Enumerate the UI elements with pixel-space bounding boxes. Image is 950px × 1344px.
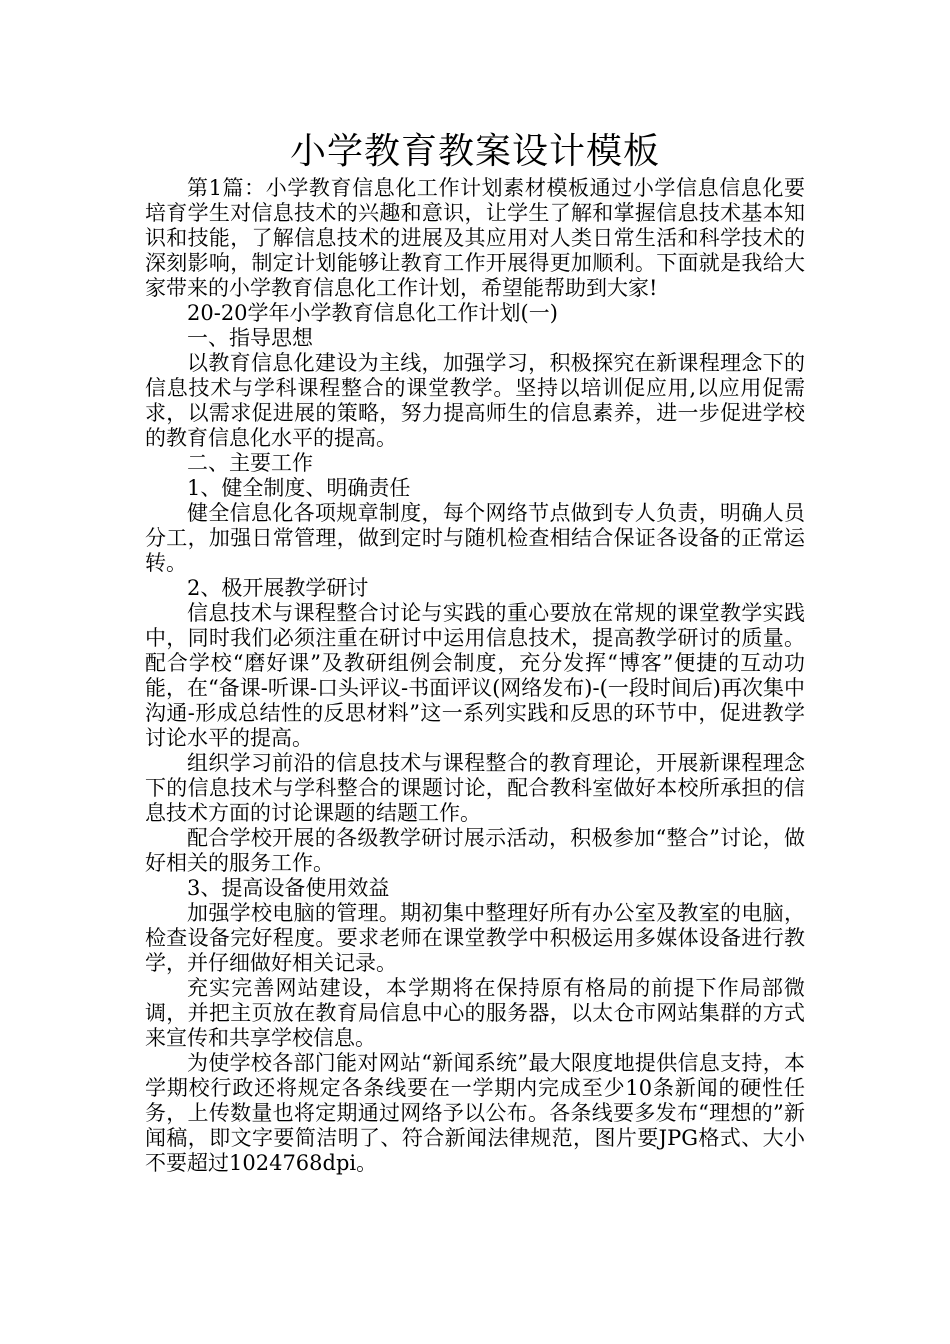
paragraph-plan-heading: 20-20学年小学教育信息化工作计划(一) bbox=[187, 301, 558, 325]
paragraph-website-construction: 充实完善网站建设，本学期将在保持原有格局的前提下作局部微调，并把主页放在教育局信息中心的服务器，以太仓市网站集群的方式来宣传和共享学校信息。 bbox=[145, 976, 805, 1050]
section-heading-guiding-thought: 一、指导思想 bbox=[187, 326, 313, 350]
subheading-equipment-efficiency: 3、提高设备使用效益 bbox=[187, 876, 390, 900]
paragraph-news-system: 为使学校各部门能对网站“新闻系统”最大限度地提供信息支持，本学期校行政还将规定各条线要在一学期内完成至少10条新闻的硬性任务，上传数量也将定期通过网络予以公布。各条线要多发布“理想的”新闻稿，即文字要简洁明了、符合新闻法律规范，图片要JPG格式、大小不要超过1024768dpi。 bbox=[145, 1051, 805, 1175]
subheading-system-responsibility: 1、健全制度、明确责任 bbox=[187, 476, 411, 500]
section-heading-main-work: 二、主要工作 bbox=[187, 451, 313, 475]
paragraph-integration-activities: 配合学校开展的各级教学研讨展示活动，积极参加“整合”讨论，做好相关的服务工作。 bbox=[145, 826, 805, 875]
paragraph-guiding-thought: 以教育信息化建设为主线，加强学习，积极探究在新课程理念下的信息技术与学科课程整合的课堂教学。坚持以培训促应用,以应用促需求，以需求促进展的策略，努力提高师生的信息素养，进一步促进学校的教育信息化水平的提高。 bbox=[145, 351, 805, 450]
paragraph-intro: 第1篇：小学教育信息化工作计划素材模板通过小学信息信息化要培育学生对信息技术的兴趣和意识，让学生了解和掌握信息技术基本知识和技能，了解信息技术的进展及其应用对人类日常生活和科学技术的深刻影响，制定计划能够让教育工作开展得更加顺利。下面就是我给大家带来的小学教育信息化工作计划，希望能帮助到大家! bbox=[145, 176, 805, 300]
document-title: 小学教育教案设计模板 bbox=[289, 131, 660, 172]
paragraph-education-theory: 组织学习前沿的信息技术与课程整合的教育理论，开展新课程理念下的信息技术与学科整合的课题讨论，配合教科室做好本校所承担的信息技术方面的讨论课题的结题工作。 bbox=[145, 751, 805, 825]
subheading-teaching-research: 2、极开展教学研讨 bbox=[187, 576, 369, 600]
paragraph-teaching-research: 信息技术与课程整合讨论与实践的重心要放在常规的课堂教学实践中，同时我们必须注重在研讨中运用信息技术，提高教学研讨的质量。配合学校“磨好课”及教研组例会制度，充分发挥“博客”便捷的互动功能，在“备课-听课-口头评议-书面评议(网络发布)-(一段时间后)再次集中沟通-形成总结性的反思材料”这一系列实践和反思的环节中，促进教学讨论水平的提高。 bbox=[145, 601, 805, 750]
paragraph-computer-management: 加强学校电脑的管理。期初集中整理好所有办公室及教室的电脑，检查设备完好程度。要求老师在课堂教学中积极运用多媒体设备进行教学，并仔细做好相关记录。 bbox=[145, 901, 805, 975]
paragraph-system-responsibility: 健全信息化各项规章制度，每个网络节点做到专人负责，明确人员分工，加强日常管理，做到定时与随机检查相结合保证各设备的正常运转。 bbox=[145, 501, 805, 575]
document-body bbox=[145, 176, 805, 1176]
